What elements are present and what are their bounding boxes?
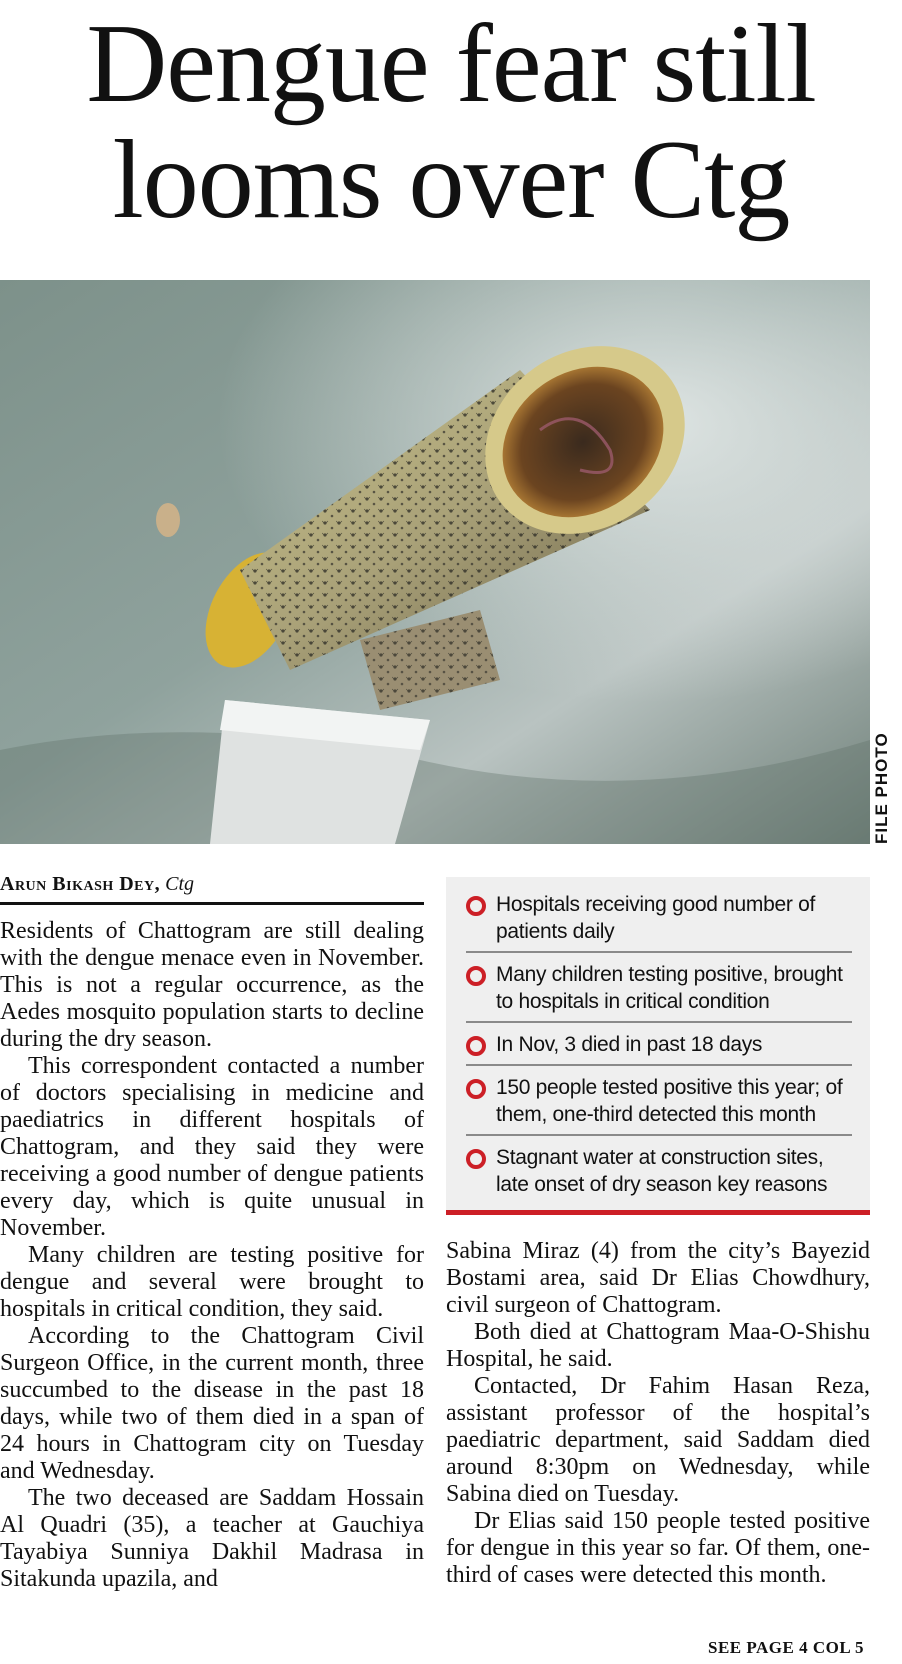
bullet-icon (466, 1036, 486, 1056)
highlight-text: In Nov, 3 died in past 18 days (496, 1033, 763, 1056)
highlight-text: Many children testing positive, brought to hospitals in critical condition (496, 963, 843, 1013)
photo-credit: FILE PHOTO (872, 732, 891, 844)
headline-line-1: Dengue fear still (86, 2, 816, 126)
highlights-box (446, 877, 870, 1215)
byline-name: Arun Bikash Dey, (0, 873, 161, 895)
article-paragraph: Sabina Miraz (4) from the city’s Bayezid Bostami area, said Dr Elias Chowdhury, civil surgeon of Chattogram. (446, 1238, 870, 1318)
highlight-text: Hospitals receiving good number of patients daily (496, 893, 815, 943)
bullet-icon (466, 966, 486, 986)
byline (0, 873, 424, 905)
mosquito-pipe-photo (0, 280, 870, 844)
article-paragraph: Both died at Chattogram Maa-O-Shishu Hospital, he said. (446, 1319, 870, 1372)
article-column-left (0, 918, 424, 1593)
highlight-item (466, 1074, 852, 1136)
article-column-right (446, 1238, 870, 1589)
bullet-icon (466, 1149, 486, 1169)
article-paragraph: Contacted, Dr Fahim Hasan Reza, assistant professor of the hospital’s paediatric department, said Saddam died around 8:30pm on Wednesday, while Sabina died on Tuesday. (446, 1373, 870, 1507)
highlight-text: 150 people tested positive this year; of them, one-third detected this month (496, 1076, 843, 1126)
highlight-item (466, 891, 852, 953)
headline-line-2: looms over Ctg (112, 118, 790, 242)
bullet-icon (466, 1079, 486, 1099)
headline (0, 2, 902, 242)
article-photo (0, 280, 870, 844)
article-paragraph: The two deceased are Saddam Hossain Al Quadri (35), a teacher at Gauchiya Tayabiya Sunniya Dakhil Madrasa in Sitakunda upazila, and (0, 1485, 424, 1592)
highlight-item (466, 1144, 852, 1204)
article-paragraph: Dr Elias said 150 people tested positive for dengue in this year so far. Of them, one-third of cases were detected this month. (446, 1508, 870, 1588)
bullet-icon (466, 896, 486, 916)
highlight-item (466, 1031, 852, 1066)
article-paragraph: This correspondent contacted a number of doctors specialising in medicine and paediatrics in different hospitals of Chattogram, and they said they were receiving a good number of dengue patients every day, which is quite unusual in November. (0, 1053, 424, 1241)
article-paragraph: Residents of Chattogram are still dealing with the dengue menace even in November. This is not a regular occurrence, as the Aedes mosquito population starts to decline during the dry season. (0, 918, 424, 1052)
article-paragraph: Many children are testing positive for dengue and several were brought to hospitals in critical condition, they said. (0, 1242, 424, 1322)
article-paragraph: According to the Chattogram Civil Surgeon Office, in the current month, three succumbed to the disease in the past 18 days, while two of them died in a span of 24 hours in Chattogram city on Tuesday and Wednesday. (0, 1323, 424, 1484)
byline-location: Ctg (165, 873, 195, 895)
highlight-item (466, 961, 852, 1023)
highlight-text: Stagnant water at construction sites, late onset of dry season key reasons (496, 1146, 828, 1196)
continued-on-page: SEE PAGE 4 COL 5 (708, 1638, 864, 1657)
